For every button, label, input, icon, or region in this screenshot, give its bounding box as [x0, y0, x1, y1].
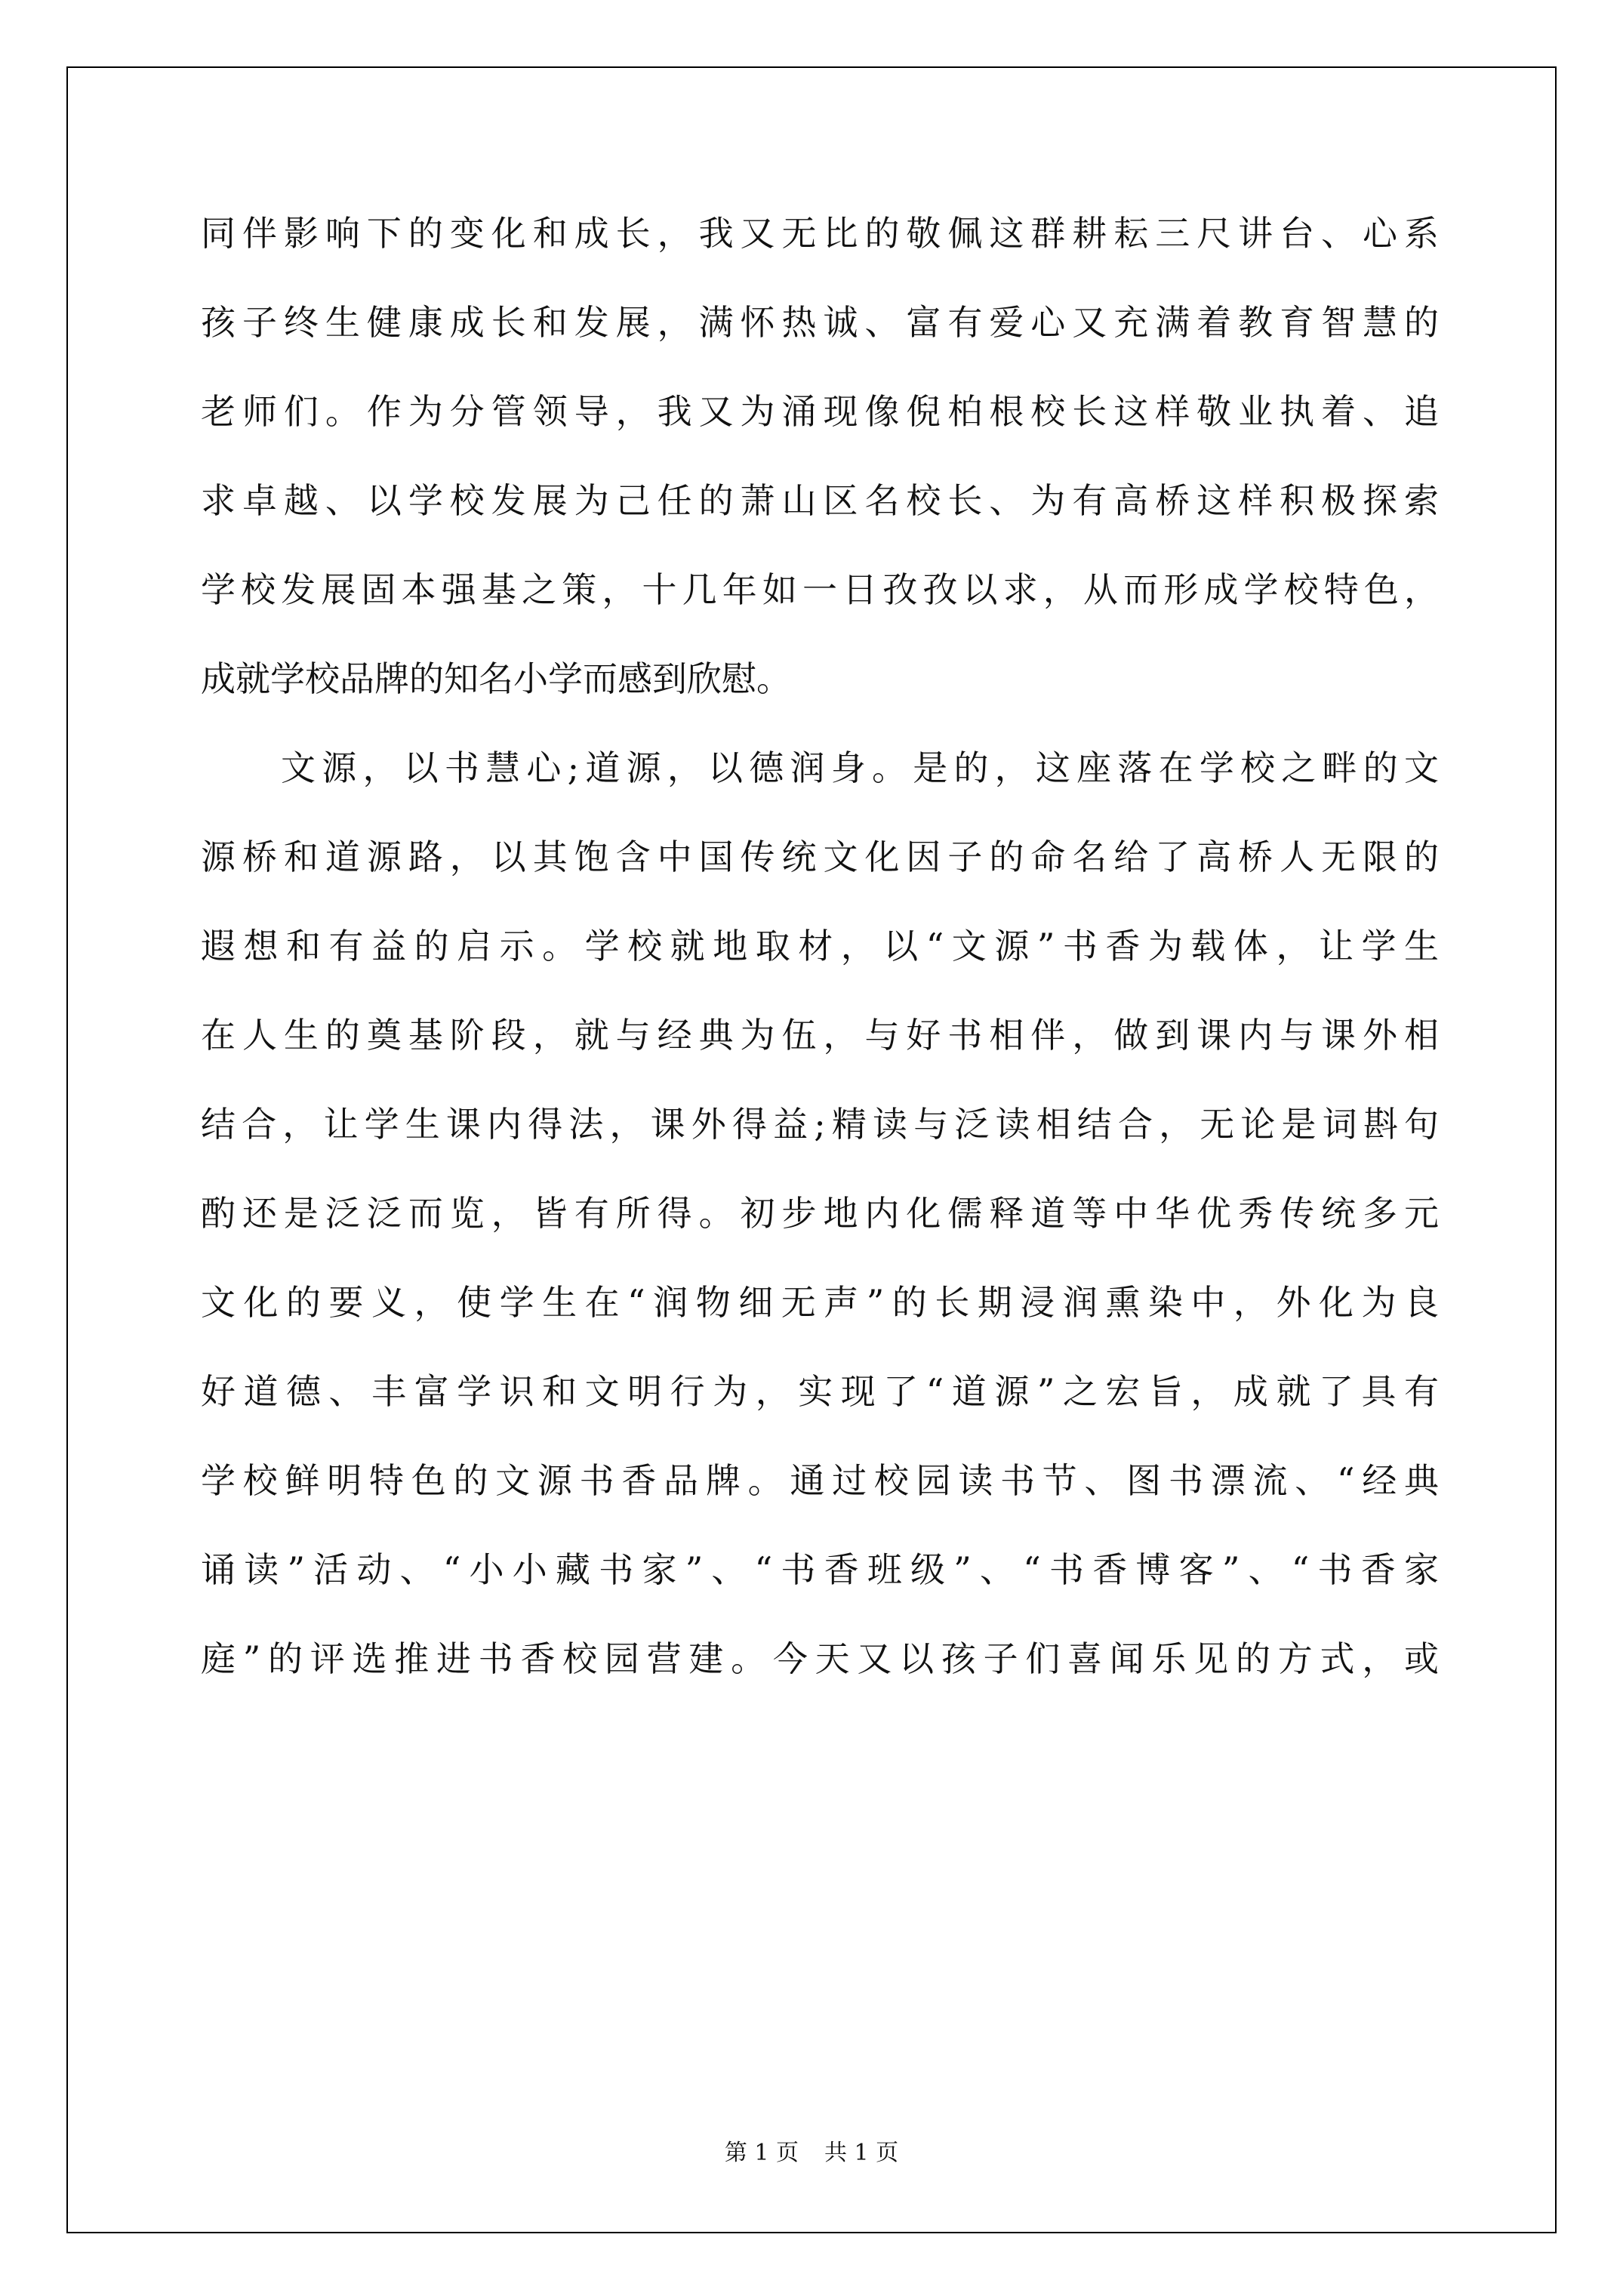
page-total: 共 1 页	[824, 2140, 899, 2166]
text-line: 好道德、丰富学识和文明行为，实现了“道源”之宏旨，成就了具有	[201, 1371, 1439, 1412]
text-line: 老师们。作为分管领导，我又为涌现像倪柏根校长这样敬业执着、追	[201, 391, 1439, 432]
text-line: 在人生的奠基阶段，就与经典为伍，与好书相伴，做到课内与课外相	[201, 1015, 1439, 1056]
text-line: 庭”的评选推进书香校园营建。今天又以孩子们喜闻乐见的方式，或	[201, 1638, 1439, 1679]
text-line: 孩子终生健康成长和发展，满怀热诚、富有爱心又充满着教育智慧的	[201, 302, 1439, 343]
text-line: 求卓越、以学校发展为己任的萧山区名校长、为有高桥这样积极探索	[201, 480, 1439, 521]
text-line-paragraph-start: 文源，以书慧心;道源，以德润身。是的，这座落在学校之畔的文	[281, 747, 1439, 788]
text-line: 酌还是泛泛而览，皆有所得。初步地内化儒释道等中华优秀传统多元	[201, 1193, 1439, 1234]
body-text	[201, 208, 1439, 1723]
text-line: 源桥和道源路，以其饱含中国传统文化因子的命名给了高桥人无限的	[201, 837, 1439, 877]
text-line: 同伴影响下的变化和成长，我又无比的敬佩这群耕耘三尺讲台、心系	[201, 213, 1439, 254]
text-line-paragraph-end: 成就学校品牌的知名小学而感到欣慰。	[201, 658, 791, 699]
text-line: 结合，让学生课内得法，课外得益;精读与泛读相结合，无论是词斟句	[201, 1104, 1439, 1145]
text-line: 学校鲜明特色的文源书香品牌。通过校园读书节、图书漂流、“经典	[201, 1460, 1439, 1501]
text-line: 文化的要义，使学生在“润物细无声”的长期浸润熏染中，外化为良	[201, 1282, 1439, 1323]
text-line: 遐想和有益的启示。学校就地取材，以“文源”书香为载体，让学生	[201, 926, 1439, 966]
text-line: 诵读”活动、“小小藏书家”、“书香班级”、“书香博客”、“书香家	[201, 1549, 1439, 1590]
text-line: 学校发展固本强基之策，十几年如一日孜孜以求，从而形成学校特色，	[201, 569, 1439, 610]
page-number: 第 1 页	[724, 2140, 799, 2166]
page-footer	[0, 2134, 1623, 2167]
